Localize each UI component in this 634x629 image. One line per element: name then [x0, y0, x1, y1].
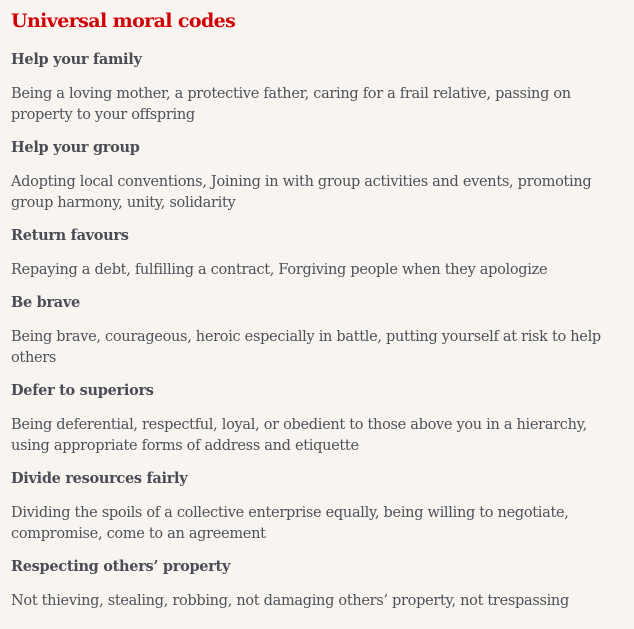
section-heading: Be brave: [11, 294, 80, 311]
section-description: Dividing the spoils of a collective enterprise equally, being willing to negotiate, compromise, come to an agreement: [11, 505, 569, 542]
section-description: Being a loving mother, a protective father, caring for a frail relative, passing on property to your offspring: [11, 86, 571, 123]
section-heading: Help your family: [11, 51, 142, 68]
section-help-your-family: [11, 50, 622, 126]
section-return-favours: [11, 226, 622, 281]
section-heading: Respecting others’ property: [11, 558, 231, 575]
section-heading: Divide resources fairly: [11, 470, 188, 487]
section-heading: Defer to superiors: [11, 382, 154, 399]
section-divide-resources-fairly: [11, 469, 622, 545]
section-defer-to-superiors: [11, 381, 622, 457]
section-be-brave: [11, 293, 622, 369]
section-description: Adopting local conventions, Joining in with group activities and events, promoting group harmony, unity, solidarity: [11, 174, 592, 211]
section-respecting-others-property: [11, 557, 622, 612]
section-description: Repaying a debt, fulfilling a contract, Forgiving people when they apologize: [11, 262, 548, 278]
section-description: Being brave, courageous, heroic especially in battle, putting yourself at risk to help others: [11, 329, 601, 366]
page-title: Universal moral codes: [11, 10, 236, 32]
section-help-your-group: [11, 138, 622, 214]
section-description: Being deferential, respectful, loyal, or obedient to those above you in a hierarchy, using appropriate forms of address and etiquette: [11, 417, 587, 454]
section-heading: Return favours: [11, 227, 129, 244]
section-heading: Help your group: [11, 139, 140, 156]
section-description: Not thieving, stealing, robbing, not damaging others’ property, not trespassing: [11, 593, 569, 609]
